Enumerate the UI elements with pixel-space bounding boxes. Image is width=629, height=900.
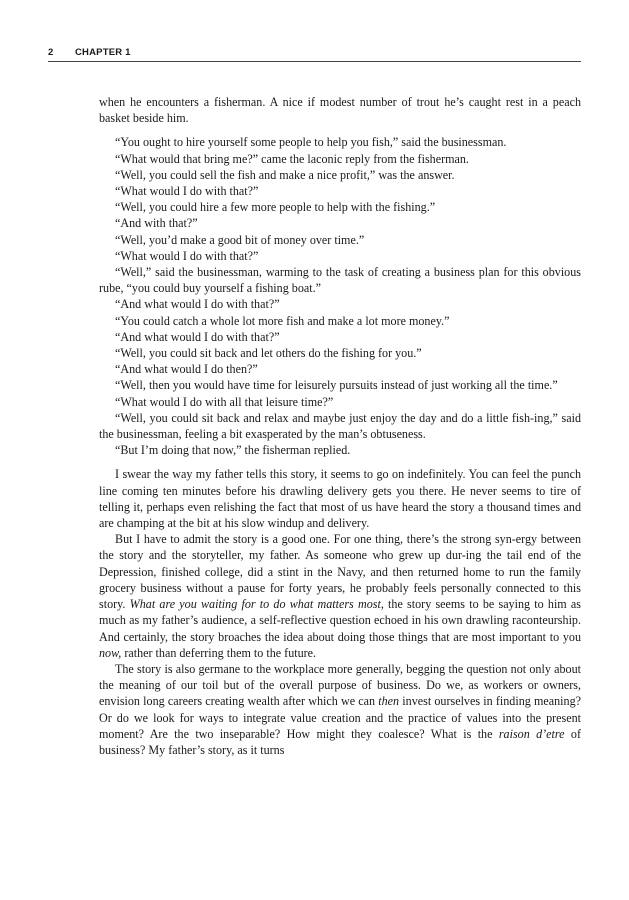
dialogue-line: “You ought to hire yourself some people to help you fish,” said the businessman. <box>115 135 507 150</box>
text-run: But I have to admit the story is a good one. For one thing, there’s the strong syn-ergy between the story and the storyteller, my father. As someone who grew up dur-ing the tail end of the Depression, finished college, did a stint in the Navy, and then returned home to run the family grocery business without a pause for forty years, he probably feels personally connected to this story. <box>99 532 581 612</box>
dialogue-line: “You could catch a whole lot more fish and make a lot more money.” <box>115 313 450 328</box>
text-run: The story is also germane to the workplace more generally, begging the question not only about the meaning of our toil but of the overall purpose of business. Do we, as workers or owners, envision long careers creating wealth after which we can <box>99 661 581 709</box>
page-number: 2 <box>48 47 54 58</box>
chapter-label: CHAPTER 1 <box>75 47 131 58</box>
dialogue-line: “And what would I do with that?” <box>115 329 280 344</box>
dialogue-line: “Well, you could sit back and let others do the fishing for you.” <box>115 346 422 361</box>
dialogue-line: “And what would I do with that?” <box>115 297 280 312</box>
intro-paragraph: when he encounters a fisherman. A nice if modest number of trout he’s caught rest in a peach basket beside him. <box>99 95 581 126</box>
dialogue-line: “Well, you could hire a few more people to help with the fishing.” <box>115 200 436 215</box>
dialogue-line: “Well, you could sit back and relax and maybe just enjoy the day and do a little fish-ing,” said the businessman, feeling a bit exasperated by the man’s obtuseness. <box>99 410 581 442</box>
text-run: of business? My father’s story, as it turns <box>99 726 581 757</box>
dialogue-line: “Well,” said the businessman, warming to the task of creating a business plan for this obvious rube, “you could buy yourself a fishing boat.” <box>99 265 581 296</box>
dialogue-line: “Well, you could sell the fish and make a nice profit,” was the answer. <box>115 167 455 182</box>
text-run: rather than deferring them to the future. <box>121 645 317 660</box>
text-run: the story seems to be saying to him as much as my father’s audience, a self-reflective question echoed in his own drawling raconteurship. And certainly, the story broaches the idea about doing those things that are most important to you <box>99 597 582 644</box>
dialogue-line: “What would that bring me?” came the laconic reply from the fisherman. <box>115 151 469 166</box>
dialogue-line: “And with that?” <box>115 216 198 231</box>
dialogue-block <box>99 134 581 458</box>
dialogue-line: “And what would I do then?” <box>115 362 258 377</box>
dialogue-line: “Well, you’d make a good bit of money over time.” <box>115 232 365 247</box>
paragraph-swear: I swear the way my father tells this story, it seems to go on indefinitely. You can feel the punch line coming ten minutes before his drawling delivery gets you there. He never seems to tire of telling it, perhaps even relishing the fact that most of us have heard the story a thousand times and are champing at the bit at his slow windup and delivery. <box>99 467 581 531</box>
dialogue-line: “What would I do with all that leisure time?” <box>115 394 334 409</box>
emphasis-text: raison d’etre <box>498 726 565 741</box>
text-run: invest ourselves in finding meaning? Or do we look for ways to integrate value creation and the practice of values into the present moment? Are the two inseparable? How might they coalesce? What is the <box>99 694 581 741</box>
paragraph-admit <box>99 531 581 661</box>
dialogue-line: “But I’m doing that now,” the fisherman replied. <box>115 443 351 458</box>
paragraph-germane <box>99 661 581 758</box>
emphasis-text: now, <box>99 645 122 660</box>
running-header <box>48 45 581 62</box>
dialogue-line: “What would I do with that?” <box>115 248 259 263</box>
emphasis-text: What are you waiting for to do what matters most, <box>129 597 384 612</box>
dialogue-line: “Well, then you would have time for leisurely pursuits instead of just working all the time.” <box>115 378 558 393</box>
emphasis-text: then <box>378 694 400 709</box>
body-text <box>99 94 581 758</box>
dialogue-line: “What would I do with that?” <box>115 184 259 199</box>
